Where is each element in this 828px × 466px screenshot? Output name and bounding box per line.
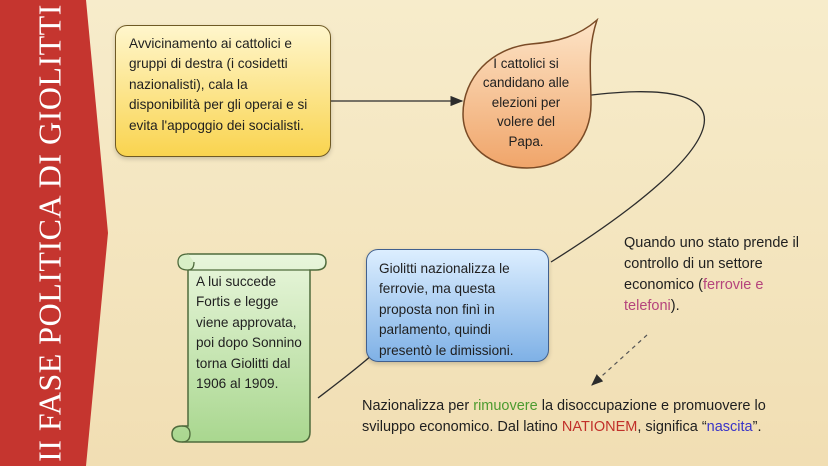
bottom-explanation [362, 396, 802, 438]
bottom-text-2: la disoccupazione e promuovere lo sviluppo economico. Dal latino [362, 398, 766, 436]
note-highlight: ferrovie e telefoni [624, 277, 764, 315]
note-text-end: ). [670, 298, 680, 315]
box-middle-text: Giolitti nazionalizza le ferrovie, ma questa proposta non finì in parlamento, quindi presentò le dimissioni. [379, 261, 514, 358]
bottom-text-1: Nazionalizza per [362, 398, 474, 414]
box-top-text: Avvicinamento ai cattolici e gruppi di destra (i cosidetti nazionalisti), cala la disponibilità per gli operai e si evita l'appoggio dei socialisti. [129, 36, 308, 133]
bottom-text-4: ”. [752, 419, 762, 436]
box-middle [366, 249, 549, 362]
scroll-text: A lui succede Fortis e legge viene approvata, poi dopo Sonnino torna Giolitti dal 1906 al 1909. [196, 274, 302, 391]
note-text-start: Quando uno stato prende il controllo di un settore economico ( [624, 235, 799, 294]
box-top [115, 25, 331, 157]
drop-text: I cattolici si candidano alle elezioni per volere del Papa. [482, 56, 570, 149]
bottom-blue-word: nascita [706, 419, 753, 436]
definition-note [624, 233, 814, 317]
bottom-red-word: NATIONEM [561, 419, 638, 436]
bottom-green-word: rimuovere [473, 398, 538, 414]
dashed-arrow-note [592, 335, 647, 385]
slide-title: II FASE POLITICA DI GIOLITTI [31, 4, 68, 462]
bottom-text-3: , significa “ [637, 419, 707, 436]
